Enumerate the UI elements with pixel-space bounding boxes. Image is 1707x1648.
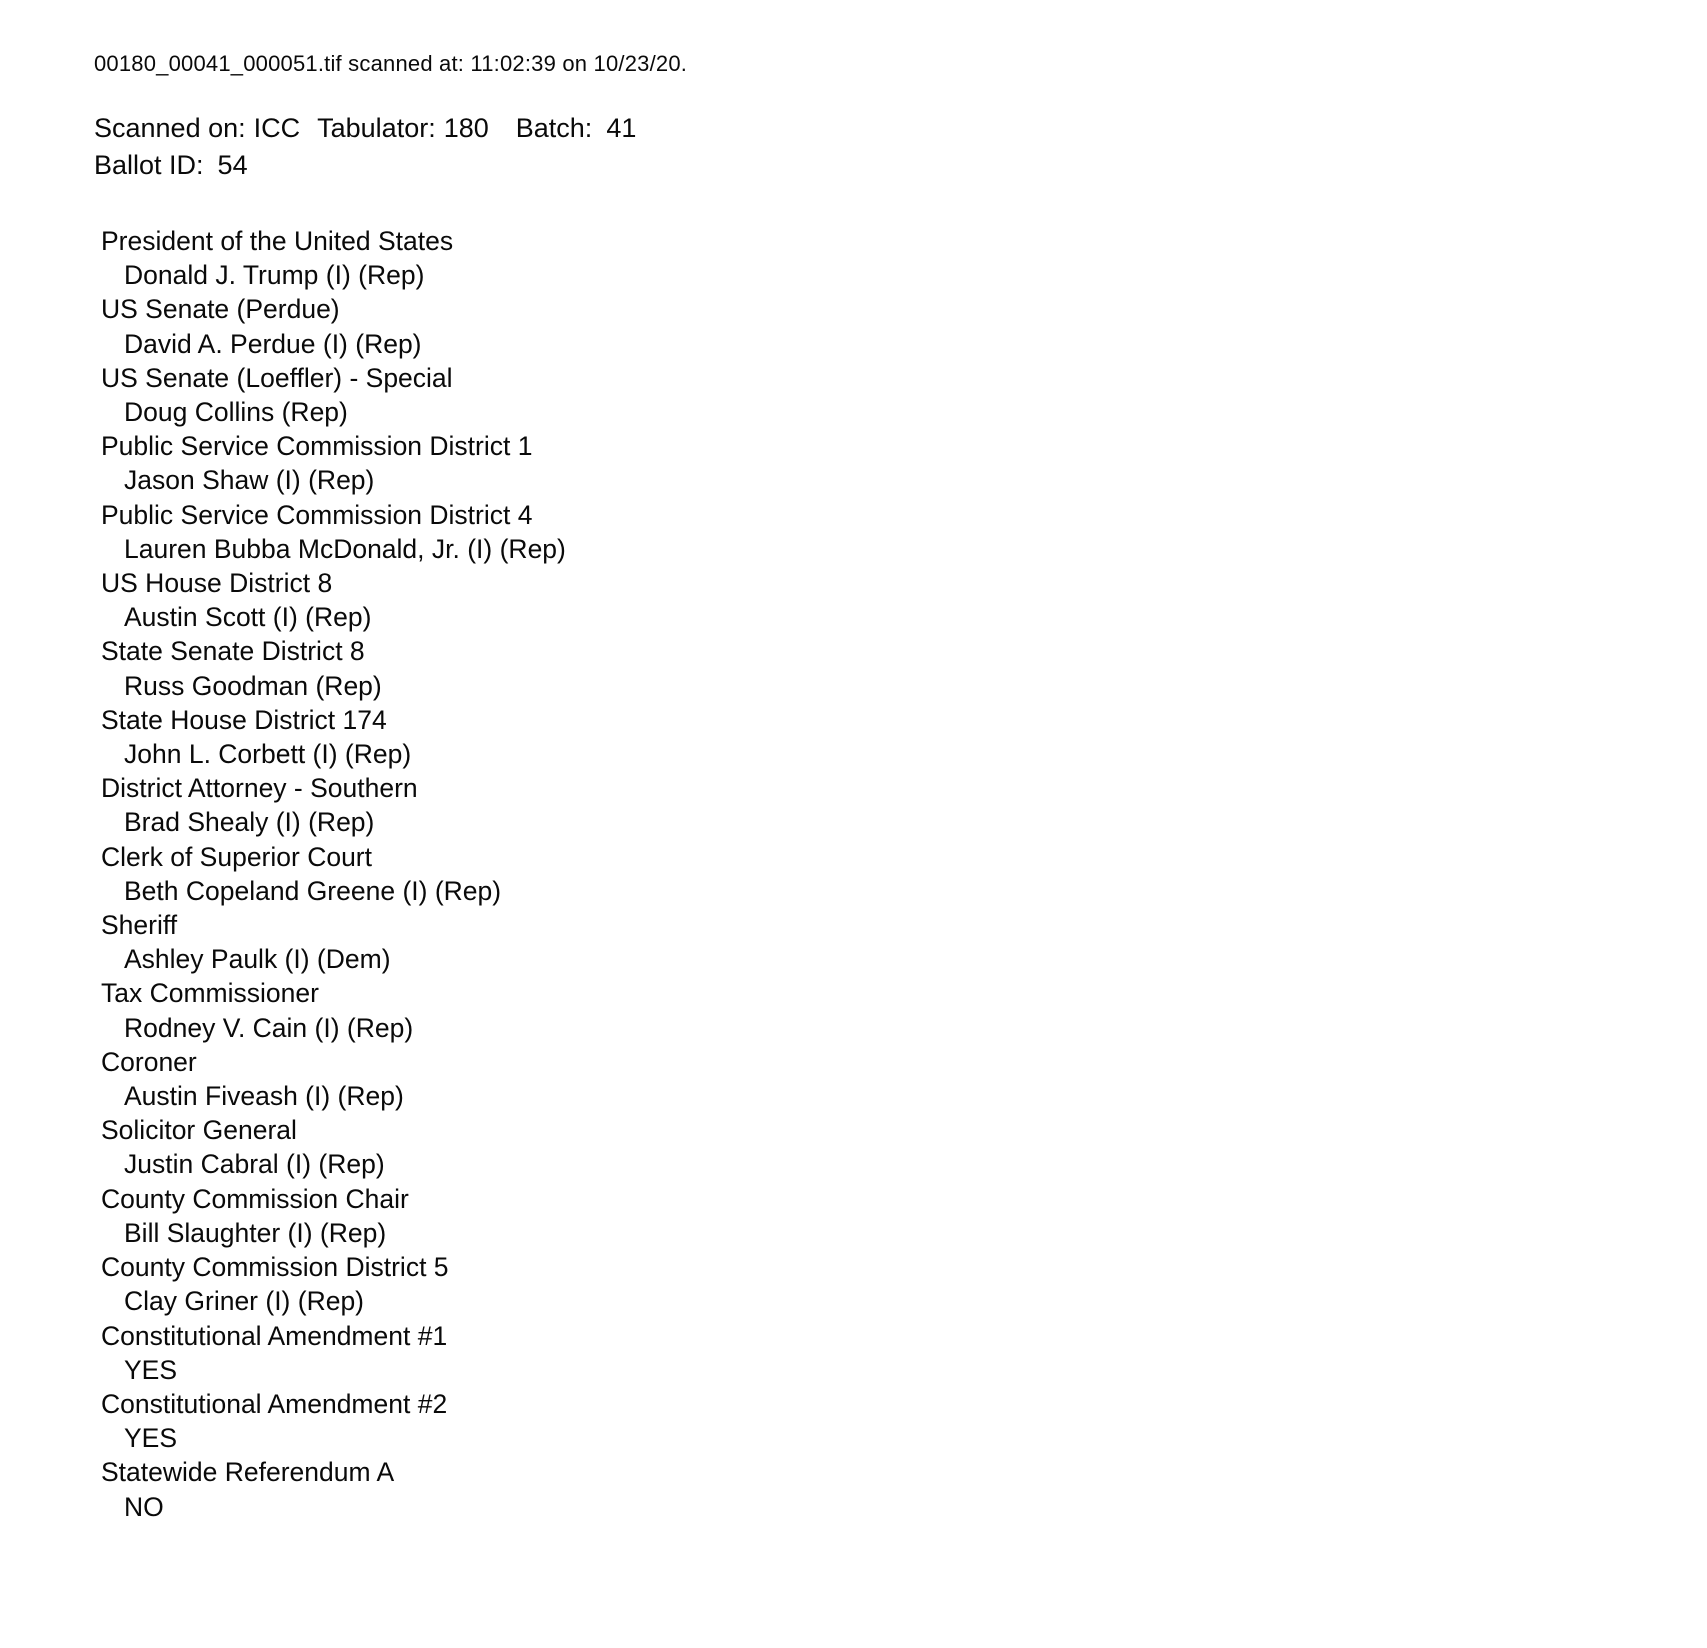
tabulator-label: Tabulator: [317,113,436,143]
contest-entry [94,1250,1647,1318]
contest-list [94,224,1647,1524]
contest-entry [94,1319,1647,1387]
contest-entry [94,1455,1647,1523]
contest-selection: Doug Collins (Rep) [124,397,348,428]
contest-selection: YES [124,1423,178,1454]
contest-selection: YES [124,1354,178,1385]
contest-office: Constitutional Amendment #1 [101,1320,448,1351]
contest-office: President of the United States [101,226,454,256]
contest-selection: John L. Corbett (I) (Rep) [124,739,412,770]
contest-selection: Lauren Bubba McDonald, Jr. (I) (Rep) [124,533,566,564]
contest-office: Coroner [101,1046,197,1077]
contest-office: State Senate District 8 [101,636,365,667]
contest-entry [94,840,1647,908]
contest-office: County Commission District 5 [101,1252,449,1283]
contest-selection: Jason Shaw (I) (Rep) [124,465,375,496]
contest-entry [94,908,1647,976]
contest-office: County Commission Chair [101,1183,409,1214]
contest-office: Clerk of Superior Court [101,841,372,872]
contest-entry [94,976,1647,1044]
batch-value: 41 [606,113,637,143]
contest-selection: Donald J. Trump (I) (Rep) [124,260,425,291]
ballot-id-label: Ballot ID: [94,150,204,180]
contest-office: US House District 8 [101,568,333,599]
contest-office: Public Service Commission District 1 [101,431,533,462]
contest-entry [94,634,1647,702]
contest-office: State House District 174 [101,704,387,735]
contest-entry [94,429,1647,497]
contest-selection: Bill Slaughter (I) (Rep) [124,1217,387,1248]
contest-entry [94,771,1647,839]
contest-selection: Justin Cabral (I) (Rep) [124,1149,385,1180]
contest-selection: David A. Perdue (I) (Rep) [124,328,422,359]
contest-office: Constitutional Amendment #2 [101,1388,448,1419]
contest-selection: Beth Copeland Greene (I) (Rep) [124,875,502,906]
contest-selection: Rodney V. Cain (I) (Rep) [124,1012,414,1043]
contest-selection: Clay Griner (I) (Rep) [124,1286,365,1317]
scan-info-block [94,110,1647,184]
contest-entry [94,1045,1647,1113]
contest-office: Statewide Referendum A [101,1457,395,1488]
contest-office: Sheriff [101,910,178,941]
contest-entry [94,1387,1647,1455]
contest-selection: Ashley Paulk (I) (Dem) [124,944,391,975]
contest-office: Solicitor General [101,1115,297,1146]
contest-entry [94,1182,1647,1250]
contest-entry [94,224,1647,292]
contest-office: US Senate (Perdue) [101,294,340,325]
contest-entry [94,361,1647,429]
contest-office: District Attorney - Southern [101,773,418,804]
contest-office: Public Service Commission District 4 [101,499,533,530]
scan-filename-line: 00180_00041_000051.tif scanned at: 11:02:39 on 10/23/20. [94,51,688,76]
ballot-id-line [94,147,1647,184]
contest-entry [94,498,1647,566]
contest-selection: Austin Scott (I) (Rep) [124,602,372,633]
contest-office: Tax Commissioner [101,978,319,1009]
contest-entry [94,566,1647,634]
contest-entry [94,703,1647,771]
batch-label: Batch: [515,113,593,143]
ballot-id-value: 54 [217,150,248,180]
contest-selection: Brad Shealy (I) (Rep) [124,807,375,838]
contest-entry [94,1113,1647,1181]
scanned-on-label: Scanned on: [94,113,246,143]
tabulator-value: 180 [443,113,489,143]
contest-office: US Senate (Loeffler) - Special [101,362,453,393]
contest-entry [94,292,1647,360]
contest-selection: Russ Goodman (Rep) [124,670,382,701]
contest-selection: Austin Fiveash (I) (Rep) [124,1081,404,1112]
scan-info-line [94,110,1647,147]
contest-selection: NO [124,1491,164,1522]
scanned-on-value: ICC [253,113,301,143]
